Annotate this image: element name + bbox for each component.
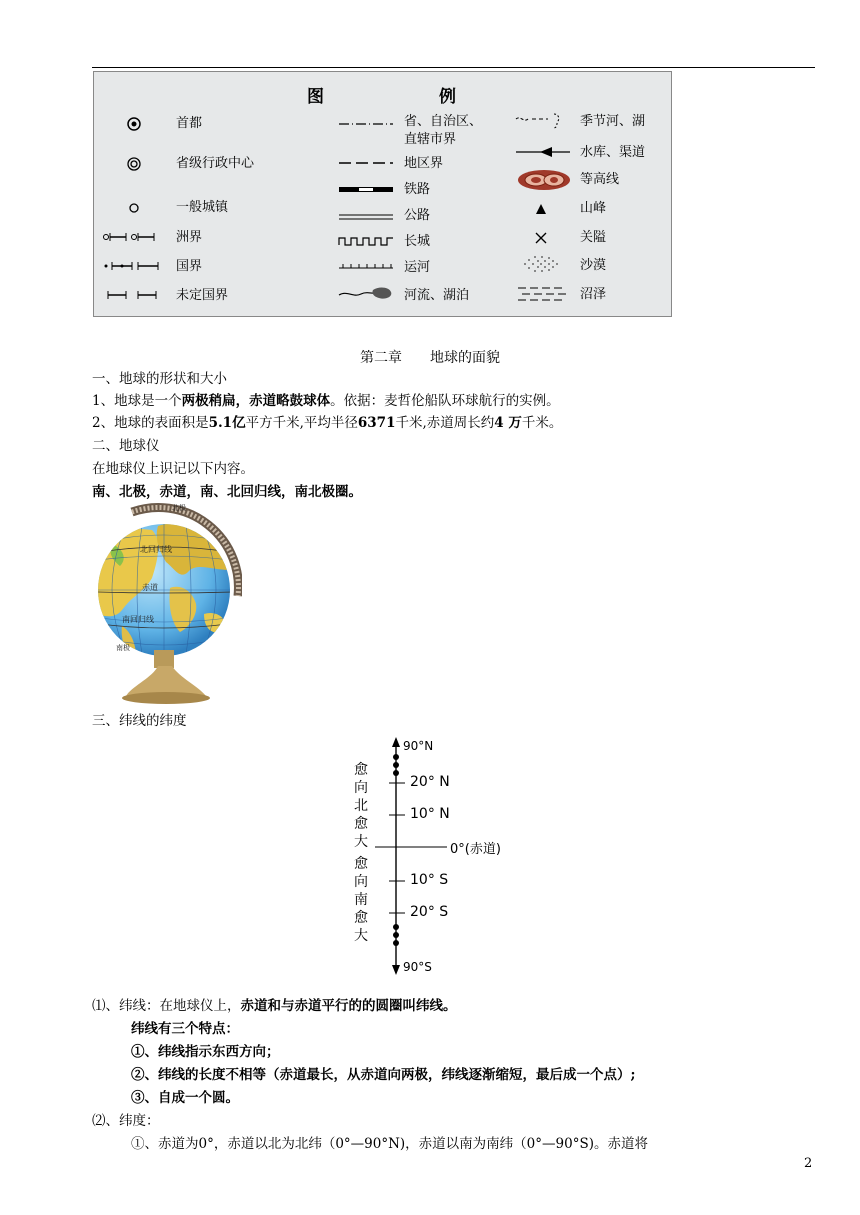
latitude-degree-text: ①、赤道为0°，赤道以北为北纬（0°—90°N)，赤道以南为南纬（0°—90°S)。赤道将: [131, 1136, 648, 1152]
legend-label-seasonal: 季节河、湖: [580, 114, 646, 129]
lat-label-20s: 20° S: [410, 904, 449, 920]
legend-label-river: 河流、湖泊: [404, 288, 470, 303]
legend-label-swamp: 沼泽: [580, 287, 607, 302]
south-text-char: 南: [354, 892, 368, 908]
globe-label-equator: 赤道: [142, 583, 158, 592]
latitude-feature-3: ③、自成一个圆。: [131, 1090, 239, 1106]
legend-label-provincial: 省级行政中心: [176, 156, 255, 171]
pass-icon: [534, 231, 548, 245]
undefined-boundary-icon: [106, 288, 166, 302]
latitude-feature-2: ②、纬线的长度不相等（赤道最长，从赤道向两极，纬线逐渐缩短，最后成一个点）;: [131, 1067, 636, 1083]
capital-icon: [124, 114, 144, 134]
legend-label-canal: 运河: [404, 260, 431, 275]
legend-label-national: 国界: [176, 259, 203, 274]
legend-label-district: 地区界: [404, 156, 444, 171]
reservoir-icon: [514, 145, 574, 159]
latitude-features-heading: 纬线有三个特点：: [131, 1021, 239, 1037]
north-text-char: 愈: [354, 816, 368, 832]
railway-icon: [337, 184, 395, 196]
north-text-char: 向: [354, 780, 368, 796]
swamp-icon: [514, 284, 574, 304]
north-text-char: 愈: [354, 762, 368, 778]
latitude-line-definition: ⑴、纬线：在地球仪上，赤道和与赤道平行的的圆圈叫纬线。: [92, 998, 457, 1014]
provincial-center-icon: [124, 154, 144, 174]
continent-boundary-icon: [102, 230, 162, 244]
peak-icon: [534, 202, 548, 216]
south-text-char: 大: [354, 928, 368, 944]
map-legend: [93, 71, 672, 317]
section-3-heading: 三、纬线的纬度: [92, 713, 187, 729]
legend-title-right: 例: [439, 87, 456, 107]
canal-icon: [337, 260, 395, 272]
legend-label-greatwall: 长城: [404, 234, 431, 249]
highway-icon: [337, 211, 395, 223]
legend-label-province: 省、自治区、: [404, 114, 483, 129]
legend-label-pass: 关隘: [580, 230, 607, 245]
lat-label-20n: 20° N: [410, 774, 450, 790]
legend-label-desert: 沙漠: [580, 258, 607, 273]
top-rule: [92, 67, 815, 68]
section-2-heading: 二、地球仪: [92, 438, 160, 454]
latitude-degree-heading: ⑵、纬度：: [92, 1113, 160, 1129]
legend-label-highway: 公路: [404, 208, 431, 223]
north-text-char: 北: [354, 798, 368, 814]
seasonal-river-icon: [514, 112, 574, 130]
latitude-feature-1: ①、纬线指示东西方向；: [131, 1044, 280, 1060]
legend-label-undefined: 未定国界: [176, 288, 229, 303]
legend-title-left: 图: [307, 87, 324, 107]
south-text-char: 愈: [354, 856, 368, 872]
section-1-p1: 1、地球是一个两极稍扁，赤道略鼓球体。依据：麦哲伦船队环球航行的实例。: [92, 393, 560, 409]
globe-image: [92, 500, 242, 706]
legend-label-capital: 首都: [176, 116, 203, 131]
town-icon: [124, 198, 144, 218]
national-boundary-icon: [102, 259, 162, 273]
lat-label-10s: 10° S: [410, 872, 449, 888]
legend-label-railway: 铁路: [404, 182, 431, 197]
contour-icon: [514, 168, 574, 192]
lat-label-10n: 10° N: [410, 806, 450, 822]
desert-icon: [519, 253, 563, 275]
page-number: 2: [804, 1156, 813, 1171]
lat-label-equator: 0°(赤道): [450, 842, 501, 857]
globe-label-south-pole: 南极: [116, 644, 130, 652]
south-text-char: 愈: [354, 910, 368, 926]
globe-label-tropic-capricorn: 南回归线: [122, 615, 154, 624]
legend-label-continent: 洲界: [176, 230, 203, 245]
north-text-char: 大: [354, 834, 368, 850]
legend-label-peak: 山峰: [580, 201, 607, 216]
district-boundary-icon: [337, 157, 395, 169]
legend-label-town: 一般城镇: [176, 200, 229, 215]
province-boundary-icon: [337, 118, 395, 130]
river-lake-icon: [337, 284, 395, 304]
section-2-bold-line: 南、北极，赤道，南、北回归线，南北极圈。: [92, 484, 362, 500]
lat-label-90n: 90°N: [403, 739, 434, 753]
section-1-p2: 2、地球的表面积是5.1亿平方千米,平均半径6371千米,赤道周长约4 万千米。: [92, 415, 563, 431]
legend-label-province-2: 直辖市界: [404, 132, 457, 147]
section-2-intro: 在地球仪上识记以下内容。: [92, 461, 254, 477]
legend-label-contour: 等高线: [580, 172, 620, 187]
section-1-heading: 一、地球的形状和大小: [92, 371, 227, 387]
south-text-char: 向: [354, 874, 368, 890]
lat-label-90s: 90°S: [403, 960, 432, 974]
globe-label-north-pole: 北极: [172, 504, 186, 512]
globe-label-tropic-cancer: 北回归线: [140, 545, 172, 554]
legend-label-reservoir: 水库、渠道: [580, 145, 646, 160]
great-wall-icon: [337, 234, 395, 248]
chapter-title: 第二章 地球的面貌: [360, 350, 500, 366]
